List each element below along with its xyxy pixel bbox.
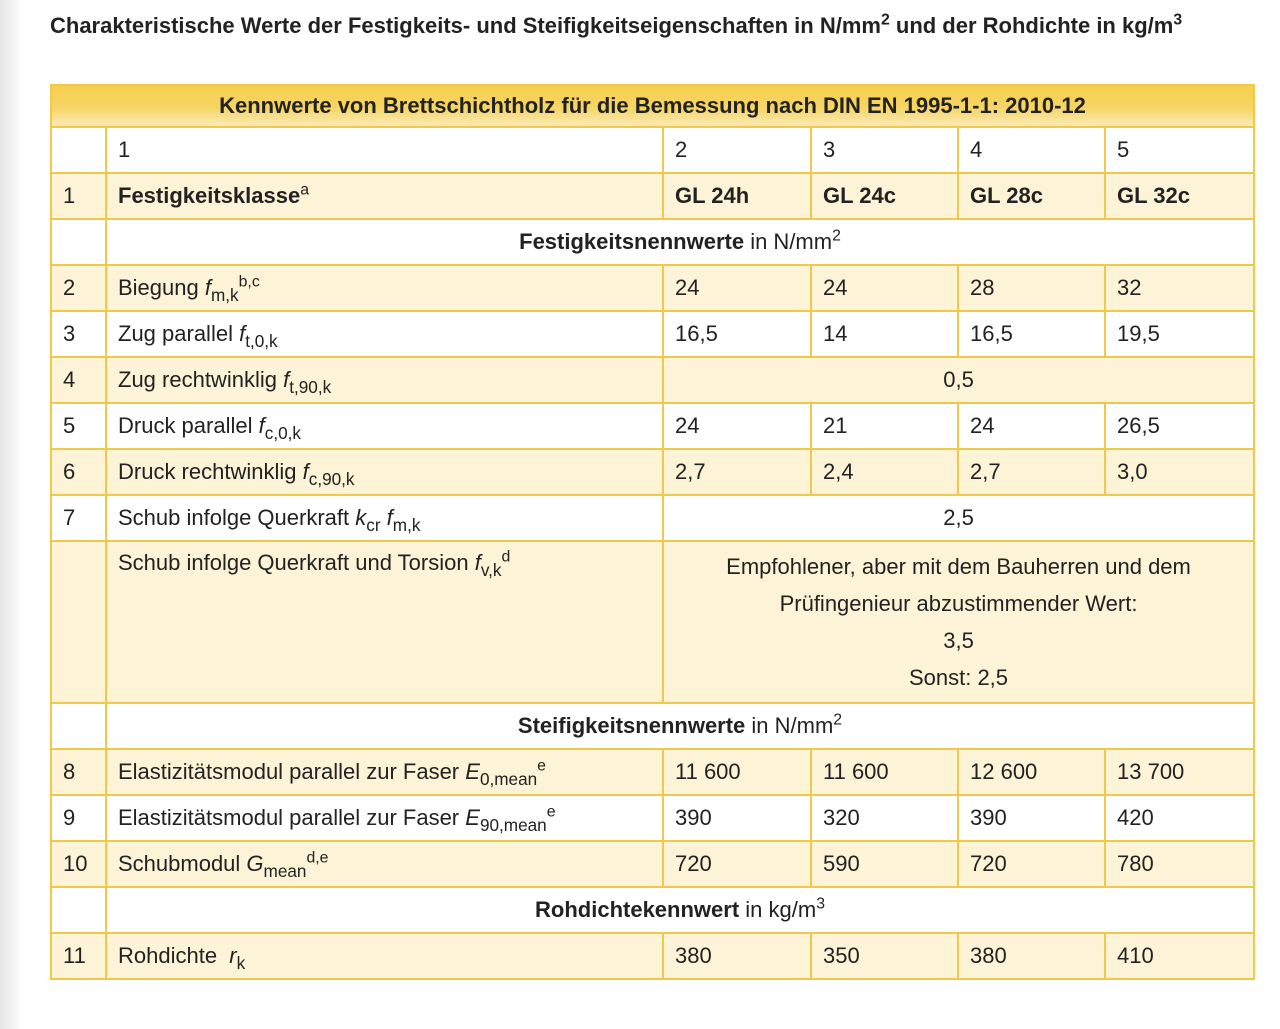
column-number: 2 [663, 127, 811, 173]
row-label: Druck parallel $f_{c,0,k}$ [106, 403, 663, 449]
row-number: 9 [51, 795, 106, 841]
value-cell: 14 [811, 311, 958, 357]
note-line: Empfohlener, aber mit dem Bauherren und dem [726, 554, 1191, 579]
table-header: Kennwerte von Brettschichtholz für die Bemessung nach DIN EN 1995-1-1: 2010-12 [51, 85, 1254, 127]
value-cell: 720 [958, 841, 1105, 887]
row-label: Elastizitätsmodul parallel zur Faser $E_{0,mean}^e$ [106, 749, 663, 795]
row-number: 1 [51, 173, 106, 219]
table-row [51, 541, 1254, 703]
table-row [51, 795, 1254, 841]
section-title: Festigkeitsnennwerte in $N/mm^2$ [106, 219, 1254, 265]
table-cell [51, 703, 106, 749]
value-cell: 780 [1105, 841, 1254, 887]
value-cell: 24 [663, 265, 811, 311]
row-label: Elastizitätsmodul parallel zur Faser $E_{90,mean}^e$ [106, 795, 663, 841]
row-number: 4 [51, 357, 106, 403]
row-label: Schub infolge Querkraft $k_{cr}$ $f_{m,k}$ [106, 495, 663, 541]
note-line: 3,5 [943, 628, 974, 653]
table-cell [51, 219, 106, 265]
class-cell: GL 32c [1105, 173, 1254, 219]
merged-value-cell: 2,5 [663, 495, 1254, 541]
value-cell: 28 [958, 265, 1105, 311]
merged-value-cell [663, 541, 1254, 703]
strength-class-row [51, 173, 1254, 219]
row-number: 11 [51, 933, 106, 979]
table-row [51, 933, 1254, 979]
value-cell: 320 [811, 795, 958, 841]
row-number: 3 [51, 311, 106, 357]
value-cell: 16,5 [663, 311, 811, 357]
section-row-stiffness [51, 703, 1254, 749]
value-cell: 11 600 [663, 749, 811, 795]
table-row [51, 841, 1254, 887]
section-title: Rohdichtekennwert in $kg/m^3$ [106, 887, 1254, 933]
value-cell: 2,7 [663, 449, 811, 495]
note-line: Sonst: 2,5 [908, 665, 1009, 690]
table-row [51, 403, 1254, 449]
value-cell: 32 [1105, 265, 1254, 311]
value-cell: 380 [663, 933, 811, 979]
value-cell: 21 [811, 403, 958, 449]
row-label: Schubmodul $G_{mean}^{d,e}$ [106, 841, 663, 887]
value-cell: 3,0 [1105, 449, 1254, 495]
value-cell: 390 [958, 795, 1105, 841]
table-row [51, 495, 1254, 541]
class-cell: GL 24c [811, 173, 958, 219]
value-cell: 26,5 [1105, 403, 1254, 449]
table-cell [51, 887, 106, 933]
row-label: Rohdichte $r_k$ [106, 933, 663, 979]
column-number: 5 [1105, 127, 1254, 173]
column-number-row [51, 127, 1254, 173]
table-row [51, 749, 1254, 795]
value-cell: 19,5 [1105, 311, 1254, 357]
value-cell: 24 [663, 403, 811, 449]
value-cell: 410 [1105, 933, 1254, 979]
section-row-strength [51, 219, 1254, 265]
table-cell [51, 541, 106, 703]
row-number: 6 [51, 449, 106, 495]
value-cell: 590 [811, 841, 958, 887]
row-number: 8 [51, 749, 106, 795]
left-page-shadow [0, 0, 22, 1029]
value-cell: 11 600 [811, 749, 958, 795]
row-number: 10 [51, 841, 106, 887]
row-label: Druck rechtwinklig $f_{c,90,k}$ [106, 449, 663, 495]
merged-value-cell: 0,5 [663, 357, 1254, 403]
value-cell: 24 [811, 265, 958, 311]
value-cell: 720 [663, 841, 811, 887]
value-cell: 24 [958, 403, 1105, 449]
column-number: 4 [958, 127, 1105, 173]
class-cell: GL 24h [663, 173, 811, 219]
row-number: 5 [51, 403, 106, 449]
value-cell: 2,7 [958, 449, 1105, 495]
row-number: 7 [51, 495, 106, 541]
table-row [51, 311, 1254, 357]
table-row [51, 449, 1254, 495]
class-cell: GL 28c [958, 173, 1105, 219]
value-cell: 12 600 [958, 749, 1105, 795]
table-cell [51, 127, 106, 173]
glulam-properties-table [50, 84, 1255, 980]
section-row-density [51, 887, 1254, 933]
value-cell: 380 [958, 933, 1105, 979]
value-cell: 16,5 [958, 311, 1105, 357]
section-title: Steifigkeitsnennwerte in $N/mm^2$ [106, 703, 1254, 749]
row-number: 2 [51, 265, 106, 311]
column-number: 3 [811, 127, 958, 173]
column-number: 1 [106, 127, 663, 173]
row-label: Zug parallel $f_{t,0,k}$ [106, 311, 663, 357]
row-label: Schub infolge Querkraft und Torsion $f_{v,k}^d$ [106, 541, 663, 703]
table-row [51, 357, 1254, 403]
value-cell: 2,4 [811, 449, 958, 495]
table-row [51, 265, 1254, 311]
value-cell: 350 [811, 933, 958, 979]
page-title: Charakteristische Werte der Festigkeits- und Steifigkeitseigenschaften in $N/mm^2$ und der Rohdichte in $kg/m^3$ [50, 11, 1183, 38]
row-label: Zug rechtwinklig $f_{t,90,k}$ [106, 357, 663, 403]
value-cell: 13 700 [1105, 749, 1254, 795]
row-label: Festigkeitsklasse$^a$ [106, 173, 663, 219]
value-cell: 390 [663, 795, 811, 841]
row-label: Biegung $f_{m,k}^{b,c}$ [106, 265, 663, 311]
note-line: Prüfingenieur abzustimmender Wert: [779, 591, 1138, 616]
value-cell: 420 [1105, 795, 1254, 841]
